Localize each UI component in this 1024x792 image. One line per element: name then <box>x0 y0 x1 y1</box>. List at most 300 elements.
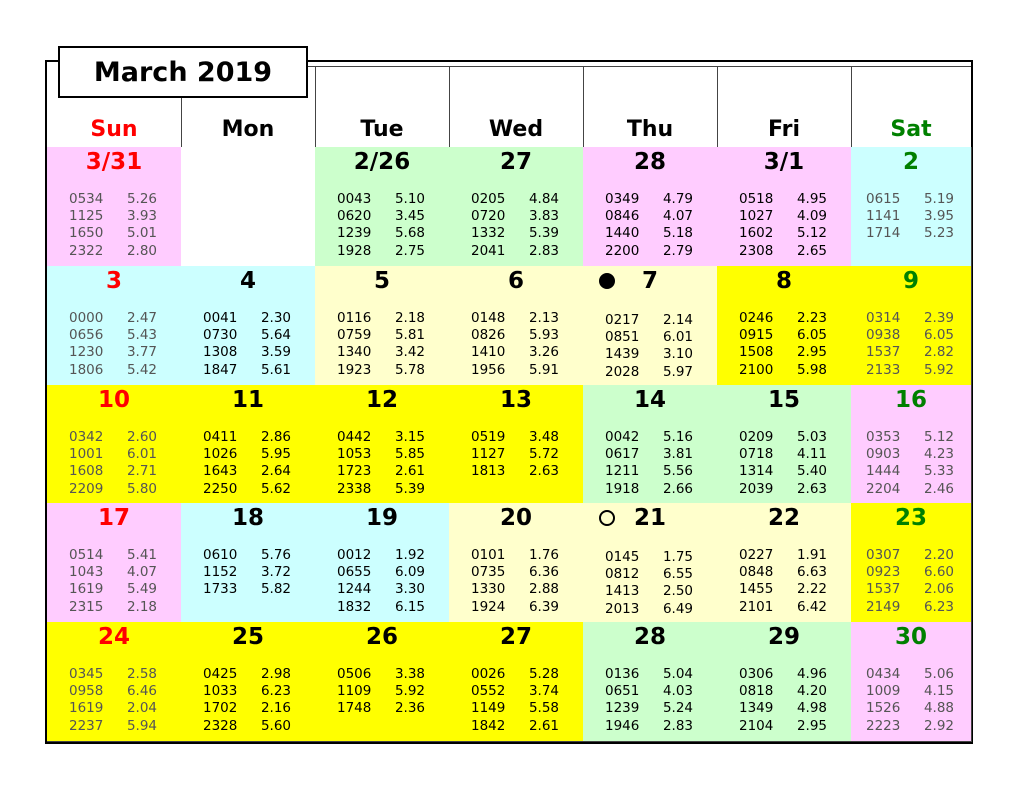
tide-row <box>851 564 971 581</box>
tide-row <box>315 362 449 379</box>
tide-row <box>583 700 717 717</box>
tide-height: 3.77 <box>126 344 157 361</box>
tide-time: 1956 <box>471 361 506 378</box>
tide-height: 5.78 <box>394 361 425 378</box>
tide-height: 5.04 <box>662 666 693 682</box>
tide-time: 1444 <box>866 463 901 480</box>
tide-height: 5.43 <box>126 327 157 344</box>
tide-height: 4.07 <box>126 564 157 581</box>
tide-row <box>47 225 181 242</box>
tide-height: 5.06 <box>923 666 954 682</box>
tide-row <box>449 581 583 598</box>
tide-row <box>449 429 583 446</box>
weekday-header-tue: Tue <box>360 117 404 142</box>
tide-time: 0759 <box>337 327 372 344</box>
tide-row <box>583 683 717 700</box>
tide-height: 6.15 <box>394 598 425 615</box>
tide-height: 5.72 <box>528 446 559 463</box>
tide-time: 1842 <box>471 717 506 734</box>
tide-height: 5.97 <box>662 363 693 380</box>
header-divider <box>583 66 584 147</box>
tide-height: 5.26 <box>126 191 157 207</box>
tide-row <box>449 344 583 361</box>
tide-list <box>47 666 181 735</box>
day-cell <box>717 266 852 386</box>
day-number: 16 <box>894 387 927 413</box>
tide-height: 3.72 <box>260 564 291 581</box>
tide-time: 1239 <box>337 225 372 242</box>
tide-list <box>181 547 315 599</box>
tide-list <box>583 549 717 618</box>
tide-row <box>47 208 181 225</box>
tide-height: 6.46 <box>126 683 157 700</box>
day-cell <box>181 622 316 742</box>
tide-list <box>47 191 181 260</box>
tide-row <box>449 243 583 260</box>
tide-time: 0718 <box>739 446 774 463</box>
day-number: 23 <box>894 505 927 531</box>
tide-time: 1813 <box>471 463 506 480</box>
tide-time: 0730 <box>203 327 238 344</box>
tide-row <box>717 429 851 446</box>
tide-height: 2.60 <box>126 429 157 445</box>
tide-height: 4.20 <box>796 683 827 700</box>
tide-height: 2.65 <box>796 242 827 259</box>
tide-row <box>851 208 971 225</box>
tide-height: 4.88 <box>923 700 954 717</box>
tide-height: 3.26 <box>528 344 559 361</box>
tide-height: 5.82 <box>260 581 291 598</box>
tide-time: 2322 <box>69 242 104 259</box>
tide-row <box>315 599 449 616</box>
tide-height: 5.85 <box>394 446 425 463</box>
tide-row <box>181 564 315 581</box>
tide-time: 1440 <box>605 225 640 242</box>
tide-time: 1410 <box>471 344 506 361</box>
tide-time: 0217 <box>605 312 640 328</box>
tide-row <box>583 429 717 446</box>
tide-row <box>583 225 717 242</box>
tide-time: 0818 <box>739 683 774 700</box>
tide-height: 4.15 <box>923 683 954 700</box>
tide-time: 1413 <box>605 583 640 600</box>
tide-row <box>449 547 583 564</box>
tide-time: 1239 <box>605 700 640 717</box>
tide-time: 2237 <box>69 717 104 734</box>
tide-time: 0519 <box>471 429 506 445</box>
tide-row <box>583 346 717 363</box>
tide-row <box>315 446 449 463</box>
day-number: 3/1 <box>763 149 805 175</box>
tide-row <box>717 581 851 598</box>
tide-time: 1332 <box>471 225 506 242</box>
weekday-header-sun: Sun <box>90 117 138 142</box>
day-number: 3 <box>105 268 122 294</box>
tide-row <box>47 191 181 208</box>
tide-row <box>181 362 315 379</box>
tide-time: 1027 <box>739 208 774 225</box>
day-cell <box>583 147 718 267</box>
day-number: 30 <box>894 624 927 650</box>
tide-time: 2223 <box>866 717 901 734</box>
tide-time: 0812 <box>605 566 640 583</box>
tide-height: 2.80 <box>126 242 157 259</box>
tide-time: 0620 <box>337 208 372 225</box>
tide-height: 2.50 <box>662 583 693 600</box>
tide-list <box>449 310 583 379</box>
tide-list <box>449 666 583 735</box>
tide-height: 4.98 <box>796 700 827 717</box>
tide-height: 3.38 <box>394 666 425 682</box>
tide-height: 2.98 <box>260 666 291 682</box>
weekday-header-mon: Mon <box>221 117 275 142</box>
tide-row <box>47 683 181 700</box>
tide-time: 1244 <box>337 581 372 598</box>
tide-row <box>583 566 717 583</box>
tide-row <box>47 243 181 260</box>
tide-row <box>583 364 717 381</box>
tide-height: 2.83 <box>662 717 693 734</box>
tide-height: 6.23 <box>260 683 291 700</box>
tide-list <box>851 666 971 735</box>
tide-height: 3.45 <box>394 208 425 225</box>
tide-time: 2041 <box>471 242 506 259</box>
tide-time: 1714 <box>866 225 901 242</box>
tide-height: 2.86 <box>260 429 291 445</box>
tide-list <box>717 429 851 498</box>
tide-time: 0615 <box>866 191 901 207</box>
tide-height: 5.10 <box>394 191 425 207</box>
tide-time: 0246 <box>739 310 774 326</box>
tide-time: 1127 <box>471 446 506 463</box>
tide-time: 1928 <box>337 242 372 259</box>
tide-time: 1211 <box>605 463 640 480</box>
tide-height: 6.36 <box>528 564 559 581</box>
tide-row <box>717 481 851 498</box>
month-title: March 2019 <box>58 46 308 98</box>
tide-row <box>583 446 717 463</box>
tide-time: 0314 <box>866 310 901 326</box>
tide-height: 2.88 <box>528 581 559 598</box>
tide-row <box>449 599 583 616</box>
tide-list <box>47 547 181 616</box>
tide-height: 2.61 <box>528 717 559 734</box>
tide-time: 0209 <box>739 429 774 445</box>
day-number: 14 <box>633 387 666 413</box>
tide-height: 5.58 <box>528 700 559 717</box>
tide-row <box>47 581 181 598</box>
day-cell <box>47 622 182 742</box>
day-cell <box>47 385 182 504</box>
tide-row <box>47 481 181 498</box>
tide-height: 5.33 <box>923 463 954 480</box>
tide-time: 0903 <box>866 446 901 463</box>
tide-row <box>315 243 449 260</box>
tide-time: 2338 <box>337 480 372 497</box>
tide-height: 2.61 <box>394 463 425 480</box>
tide-time: 2200 <box>605 242 640 259</box>
tide-row <box>583 718 717 735</box>
tide-time: 1847 <box>203 361 238 378</box>
tide-time: 1001 <box>69 446 104 463</box>
tide-height: 2.23 <box>796 310 827 326</box>
tide-row <box>851 700 971 717</box>
tide-row <box>449 327 583 344</box>
tide-time: 0306 <box>739 666 774 682</box>
tide-height: 3.93 <box>126 208 157 225</box>
tide-time: 1619 <box>69 581 104 598</box>
tide-row <box>47 547 181 564</box>
day-cell <box>851 622 972 742</box>
tide-row <box>851 225 971 242</box>
tide-time: 1109 <box>337 683 372 700</box>
day-number: 26 <box>365 624 398 650</box>
tide-row <box>717 344 851 361</box>
tide-height: 4.96 <box>796 666 827 682</box>
day-cell <box>717 503 852 623</box>
tide-time: 0434 <box>866 666 901 682</box>
tide-height: 5.01 <box>126 225 157 242</box>
tide-height: 6.63 <box>796 564 827 581</box>
tide-time: 0041 <box>203 310 238 326</box>
day-cell <box>315 147 450 267</box>
tide-height: 6.60 <box>923 564 954 581</box>
tide-time: 2204 <box>866 480 901 497</box>
tide-height: 1.91 <box>796 547 827 563</box>
tide-height: 5.49 <box>126 581 157 598</box>
tide-time: 0923 <box>866 564 901 581</box>
day-number: 20 <box>499 505 532 531</box>
tide-row <box>851 344 971 361</box>
tide-row <box>47 362 181 379</box>
day-cell <box>583 503 718 623</box>
tide-row <box>315 581 449 598</box>
tide-height: 5.98 <box>796 361 827 378</box>
tide-height: 5.91 <box>528 361 559 378</box>
tide-height: 4.79 <box>662 191 693 207</box>
tide-time: 0205 <box>471 191 506 207</box>
tide-list <box>315 429 449 498</box>
tide-row <box>315 547 449 564</box>
tide-row <box>47 564 181 581</box>
tide-height: 5.12 <box>796 225 827 242</box>
tide-height: 5.28 <box>528 666 559 682</box>
tide-time: 1608 <box>69 463 104 480</box>
tide-height: 5.12 <box>923 429 954 445</box>
tide-time: 1314 <box>739 463 774 480</box>
tide-time: 2133 <box>866 361 901 378</box>
tide-time: 1702 <box>203 700 238 717</box>
tide-row <box>315 683 449 700</box>
tide-time: 0026 <box>471 666 506 682</box>
tide-time: 2149 <box>866 598 901 615</box>
tide-time: 1918 <box>605 480 640 497</box>
tide-time: 0655 <box>337 564 372 581</box>
tide-row <box>449 191 583 208</box>
tide-height: 4.09 <box>796 208 827 225</box>
tide-list <box>47 310 181 379</box>
tide-row <box>315 225 449 242</box>
tide-time: 0101 <box>471 547 506 563</box>
day-cell <box>315 385 450 504</box>
tide-list <box>181 666 315 735</box>
tide-row <box>47 666 181 683</box>
tide-time: 1141 <box>866 208 901 225</box>
tide-row <box>717 446 851 463</box>
tide-time: 1330 <box>471 581 506 598</box>
day-cell <box>851 147 972 267</box>
day-cell <box>47 266 182 386</box>
tide-time: 0552 <box>471 683 506 700</box>
tide-height: 2.63 <box>528 463 559 480</box>
tide-list <box>315 666 449 718</box>
tide-list <box>851 310 971 379</box>
tide-list <box>583 666 717 735</box>
tide-row <box>315 429 449 446</box>
weekday-header-sat: Sat <box>890 117 932 142</box>
tide-height: 3.48 <box>528 429 559 445</box>
tide-row <box>47 429 181 446</box>
tide-height: 5.68 <box>394 225 425 242</box>
tide-time: 0938 <box>866 327 901 344</box>
tide-height: 5.23 <box>923 225 954 242</box>
tide-time: 2315 <box>69 598 104 615</box>
tide-list <box>47 429 181 498</box>
tide-list <box>583 312 717 381</box>
tide-row <box>449 310 583 327</box>
day-number: 22 <box>767 505 800 531</box>
tide-time: 2209 <box>69 480 104 497</box>
full-moon-icon <box>599 273 615 289</box>
tide-row <box>315 481 449 498</box>
tide-time: 0534 <box>69 191 104 207</box>
tide-height: 5.42 <box>126 361 157 378</box>
tide-height: 5.39 <box>394 480 425 497</box>
tide-height: 1.92 <box>394 547 425 563</box>
tide-time: 0411 <box>203 429 238 445</box>
tide-time: 1733 <box>203 581 238 598</box>
tide-time: 0148 <box>471 310 506 326</box>
tide-time: 2100 <box>739 361 774 378</box>
tide-height: 5.62 <box>260 480 291 497</box>
tide-time: 1149 <box>471 700 506 717</box>
tide-time: 1650 <box>69 225 104 242</box>
day-cell <box>449 622 584 742</box>
day-cell <box>449 147 584 267</box>
header-divider <box>449 66 450 147</box>
tide-row <box>583 191 717 208</box>
tide-row <box>717 208 851 225</box>
tide-height: 2.36 <box>394 700 425 717</box>
tide-height: 2.82 <box>923 344 954 361</box>
day-cell <box>717 385 852 504</box>
tide-height: 5.61 <box>260 361 291 378</box>
day-number: 28 <box>633 624 666 650</box>
tide-time: 0116 <box>337 310 372 326</box>
tide-row <box>851 683 971 700</box>
tide-row <box>181 581 315 598</box>
tide-row <box>449 208 583 225</box>
tide-time: 0345 <box>69 666 104 682</box>
tide-time: 0043 <box>337 191 372 207</box>
tide-height: 2.20 <box>923 547 954 563</box>
tide-list <box>583 191 717 260</box>
tide-height: 5.94 <box>126 717 157 734</box>
tide-time: 0342 <box>69 429 104 445</box>
tide-height: 5.76 <box>260 547 291 563</box>
tide-row <box>449 666 583 683</box>
tide-row <box>47 344 181 361</box>
tide-height: 3.42 <box>394 344 425 361</box>
new-moon-icon <box>599 510 615 526</box>
tide-height: 2.79 <box>662 242 693 259</box>
tide-time: 1152 <box>203 564 238 581</box>
tide-height: 5.19 <box>923 191 954 207</box>
day-cell <box>717 622 852 742</box>
tide-row <box>181 446 315 463</box>
tide-height: 5.81 <box>394 327 425 344</box>
tide-time: 0848 <box>739 564 774 581</box>
tide-row <box>851 429 971 446</box>
tide-row <box>181 718 315 735</box>
tide-row <box>851 718 971 735</box>
weekday-header-wed: Wed <box>488 117 544 142</box>
tide-height: 3.83 <box>528 208 559 225</box>
tide-time: 0518 <box>739 191 774 207</box>
tide-height: 2.71 <box>126 463 157 480</box>
tide-list <box>181 429 315 498</box>
tide-height: 4.11 <box>796 446 827 463</box>
tide-list <box>315 547 449 616</box>
day-number: 28 <box>633 149 666 175</box>
day-cell <box>449 503 584 623</box>
tide-time: 1748 <box>337 700 372 717</box>
tide-height: 2.04 <box>126 700 157 717</box>
tide-time: 0651 <box>605 683 640 700</box>
tide-height: 6.01 <box>662 329 693 346</box>
tide-row <box>449 362 583 379</box>
tide-height: 3.15 <box>394 429 425 445</box>
tide-row <box>717 700 851 717</box>
day-cell <box>47 147 182 267</box>
tide-height: 6.01 <box>126 446 157 463</box>
day-cell <box>583 385 718 504</box>
day-cell <box>181 385 316 504</box>
tide-height: 5.95 <box>260 446 291 463</box>
tide-time: 1537 <box>866 581 901 598</box>
tide-row <box>449 700 583 717</box>
tide-row <box>181 700 315 717</box>
day-number: 11 <box>231 387 264 413</box>
tide-time: 0442 <box>337 429 372 445</box>
tide-list <box>315 310 449 379</box>
tide-height: 2.13 <box>528 310 559 326</box>
tide-row <box>449 225 583 242</box>
tide-time: 0506 <box>337 666 372 682</box>
tide-time: 1806 <box>69 361 104 378</box>
tide-height: 2.16 <box>260 700 291 717</box>
tide-list <box>851 429 971 498</box>
tide-row <box>47 310 181 327</box>
tide-row <box>851 310 971 327</box>
tide-row <box>449 446 583 463</box>
tide-row <box>717 225 851 242</box>
tide-row <box>181 310 315 327</box>
day-cell <box>181 503 316 623</box>
tide-list <box>851 191 971 243</box>
tide-list <box>315 191 449 260</box>
tide-height: 2.92 <box>923 717 954 734</box>
